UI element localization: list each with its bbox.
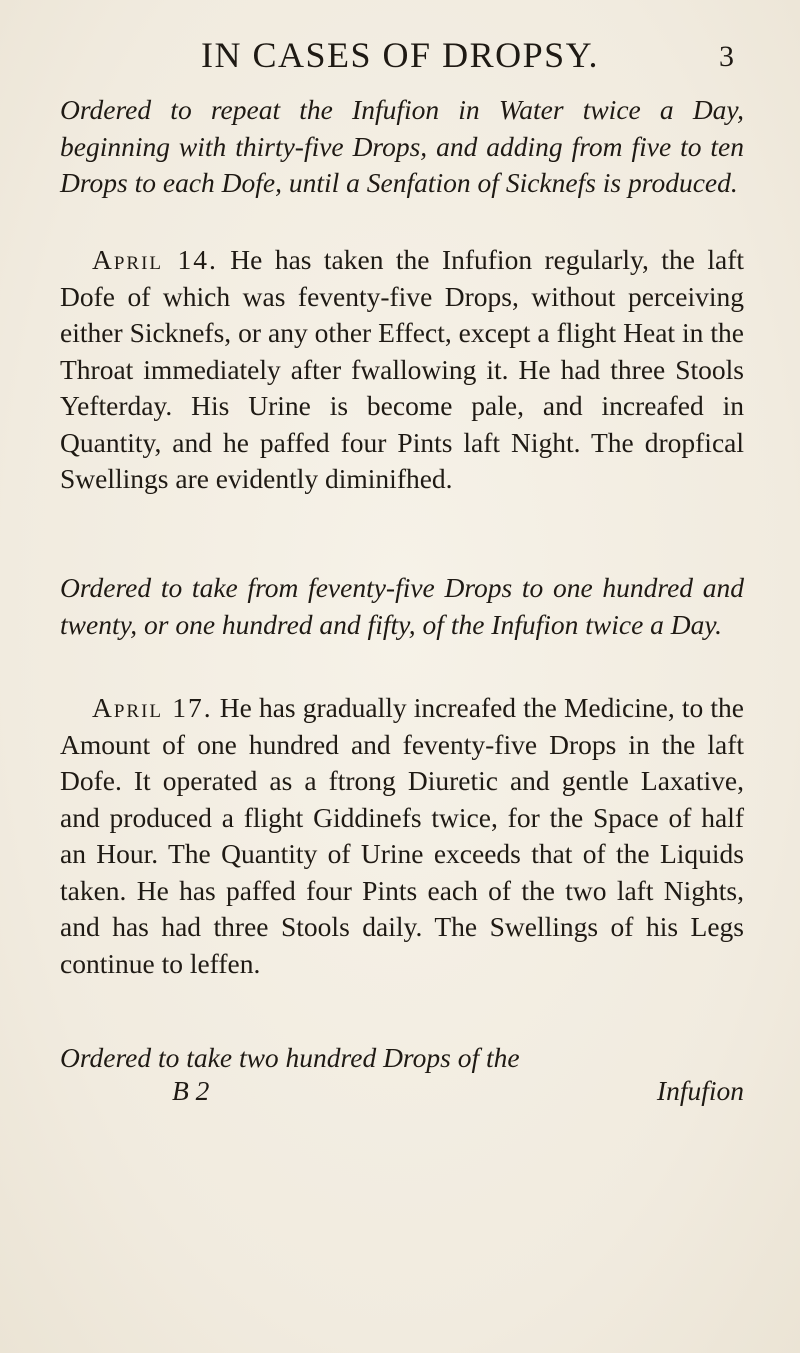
- page-number: 3: [719, 40, 734, 73]
- entry-text: He has gradually increafed the Medicine, to the Amount of one hundred and feventy-five Drops in the laft Dofe. It operated as a ftrong Diuretic and gentle Laxative, and produced a flight Giddinefs twice, for the Space of half an Hour. The Quantity of Urine exceeds that of the Liquids taken. He has paffed four Pints each of the two laft Nights, and has had three Stools daily. The Swellings of his Legs continue to leffen.: [60, 692, 744, 979]
- page-footer: [60, 1075, 744, 1115]
- entry-paragraph-april-14: [60, 242, 744, 498]
- running-head: [0, 34, 800, 84]
- entry-date: April 14.: [92, 244, 218, 275]
- ordered-paragraph-2: Ordered to take from feventy-five Drops to one hundred and twenty, or one hundred and fifty, of the Infufion twice a Day.: [60, 572, 744, 640]
- running-head-title: IN CASES OF DROPSY.: [201, 35, 599, 75]
- entry-date: April 17.: [92, 692, 213, 723]
- entry-paragraph-april-17: [60, 690, 744, 982]
- signature-mark: B 2: [172, 1075, 210, 1106]
- entry-text: He has taken the Infufion regularly, the laft Dofe of which was feventy-five Drops, without perceiving either Sicknefs, or any other Effect, except a flight Heat in the Throat immediately after fwallowing it. He had three Stools Yefterday. His Urine is become pale, and increafed in Quantity, and he paffed four Pints laft Night. The dropfical Swellings are evidently diminifhed.: [60, 244, 744, 494]
- ordered-paragraph-3: Ordered to take two hundred Drops of the: [60, 1042, 520, 1073]
- ordered-paragraph-1: Ordered to repeat the Infufion in Water twice a Day, beginning with thirty-five Drops, and adding from five to ten Drops to each Dofe, until a Senfation of Sicknefs is produced.: [60, 94, 744, 198]
- catchword: Infufion: [656, 1075, 744, 1106]
